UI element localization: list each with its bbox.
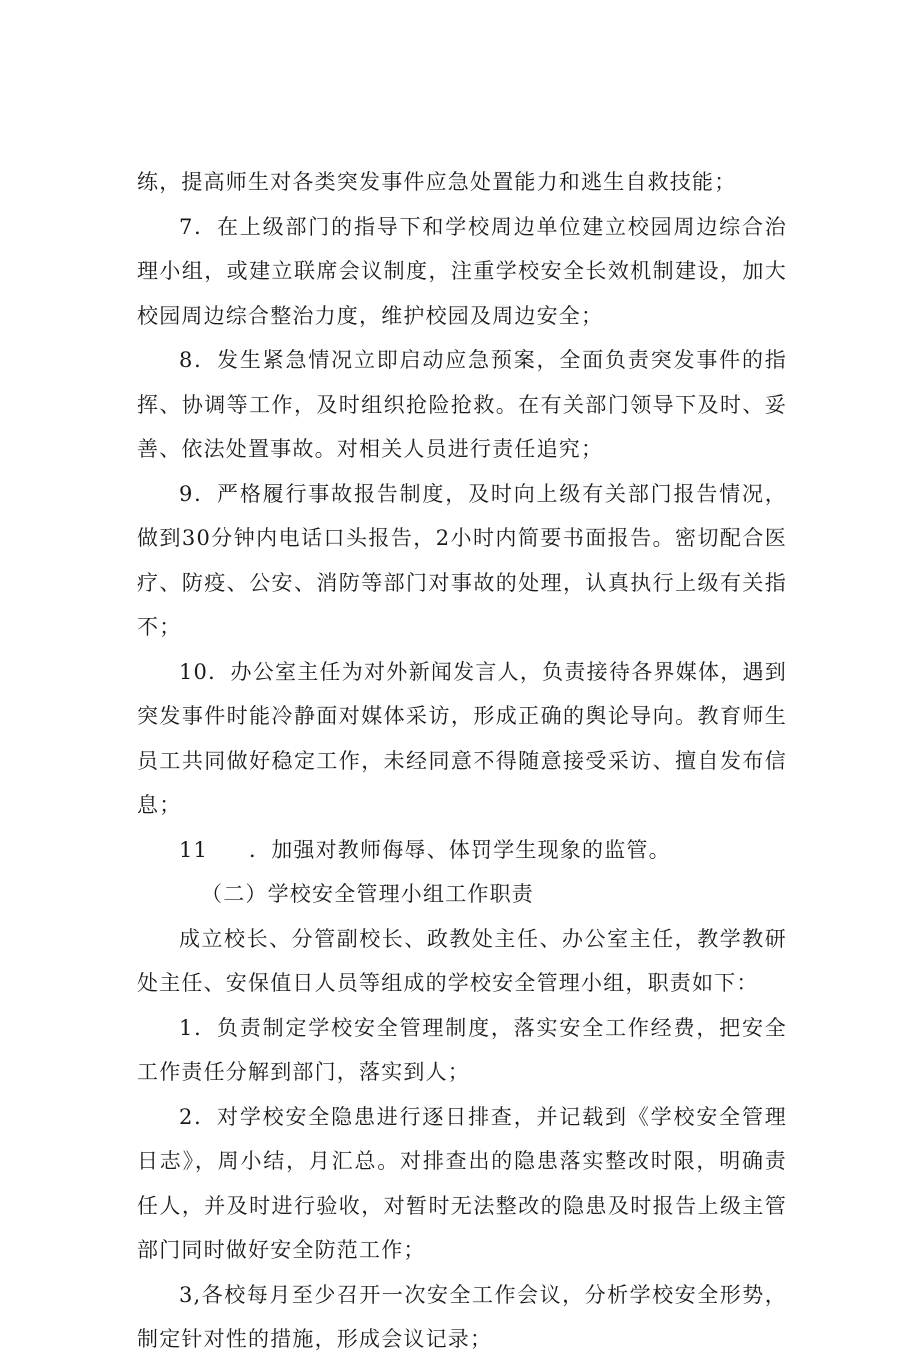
section-heading: （二）学校安全管理小组工作职责 xyxy=(201,882,534,906)
item-11-text: ．加强对教师侮辱、体罚学生现象的监管。 xyxy=(249,837,671,862)
paragraph-drill-continuation: 练，提高师生对各类突发事件应急处置能力和逃生自救技能； xyxy=(137,170,737,194)
paragraph-item-9: 9．严格履行事故报告制度，及时向上级有关部门报告情况，做到30分钟内电话口头报告，2小时内简要书面报告。密切配合医疗、防疫、公安、消防等部门对事故的处理，认真执行上级有关指不； xyxy=(137,481,787,639)
paragraph-item-10: 10．办公室主任为对外新闻发言人，负责接待各界媒体，遇到突发事件时能冷静面对媒体采访，形成正确的舆论导向。教育师生员工共同做好稳定工作，未经同意不得随意接受采访、擅自发布信息； xyxy=(137,659,787,817)
paragraph-duty-3: 3,各校每月至少召开一次安全工作会议，分析学校安全形势，制定针对性的措施，形成会议记录； xyxy=(137,1282,787,1351)
paragraph-item-7: 7．在上级部门的指导下和学校周边单位建立校园周边综合治理小组，或建立联席会议制度，注重学校安全长效机制建设，加大校园周边综合整治力度，维护校园及周边安全； xyxy=(137,214,787,328)
paragraph-item-11 xyxy=(137,828,787,873)
paragraph-duty-2: 2．对学校安全隐患进行逐日排查，并记载到《学校安全管理日志》，周小结，月汇总。对排查出的隐患落实整改时限，明确责任人，并及时进行验收，对暂时无法整改的隐患及时报告上级主管部门同时做好安全防范工作； xyxy=(137,1104,787,1262)
paragraph-duty-1: 1．负责制定学校安全管理制度，落实安全工作经费，把安全工作责任分解到部门，落实到人； xyxy=(137,1015,787,1084)
paragraph-group-intro: 成立校长、分管副校长、政教处主任、办公室主任，教学教研处主任、安保值日人员等组成的学校安全管理小组，职责如下： xyxy=(137,926,787,995)
document-body xyxy=(137,160,787,1362)
item-11-number: 11 xyxy=(179,837,209,862)
paragraph-item-8: 8．发生紧急情况立即启动应急预案，全面负责突发事件的指挥、协调等工作，及时组织抢险抢救。在有关部门领导下及时、妥善、依法处置事故。对相关人员进行责任追究； xyxy=(137,348,787,461)
